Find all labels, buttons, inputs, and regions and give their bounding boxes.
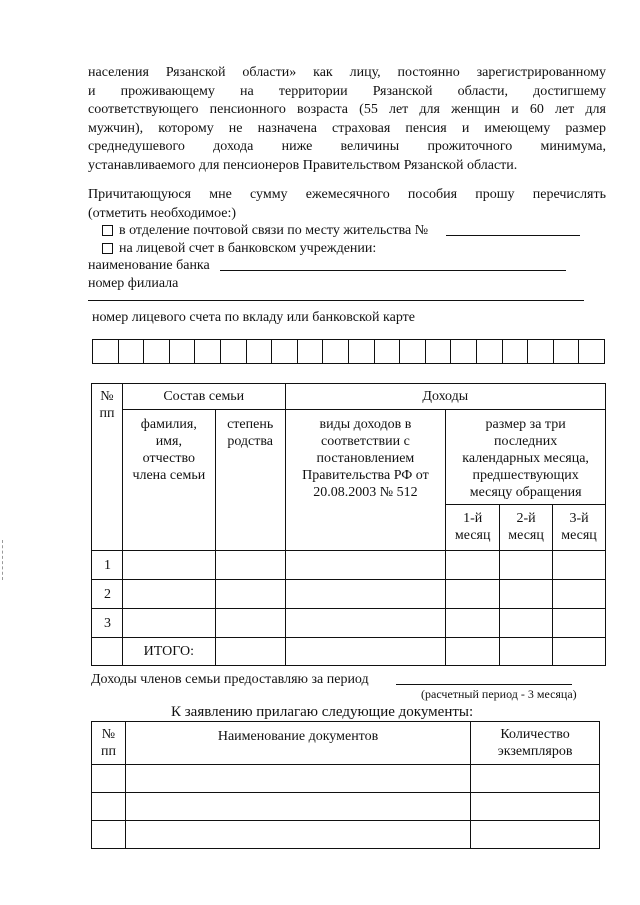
- month-2-header: 2-й месяц: [500, 505, 553, 551]
- intro-line: и проживающему на территории Рязанской области, достигшему: [88, 83, 606, 99]
- input-cell[interactable]: [125, 793, 470, 821]
- account-cell[interactable]: [528, 340, 554, 364]
- docs-table: [91, 721, 600, 849]
- table-row: [92, 821, 600, 849]
- intro-line: соответствующего пенсионного возраста (55 лет для женщин и 60 лет для: [88, 102, 606, 117]
- payment-line: (отметить необходимое:): [88, 205, 237, 221]
- bank-name-field[interactable]: [220, 270, 566, 271]
- payment-line: Причитающуюся мне сумму ежемесячного пособия прошу перечислять: [88, 187, 606, 202]
- account-cell[interactable]: [195, 340, 221, 364]
- account-cell[interactable]: [93, 340, 119, 364]
- month-1-header: 1-й месяц: [446, 505, 500, 551]
- period-field[interactable]: [396, 684, 572, 685]
- payment-request: [88, 186, 606, 223]
- account-cell[interactable]: [297, 340, 323, 364]
- scan-edge-mark: [2, 540, 4, 580]
- amount-col-header: размер за три последних календарных месяца, предшествующих месяцу обращения: [446, 410, 606, 505]
- input-cell[interactable]: [285, 609, 446, 638]
- col-number-header: № пп: [92, 384, 123, 551]
- input-cell[interactable]: [471, 821, 600, 849]
- account-cell[interactable]: [348, 340, 374, 364]
- input-cell[interactable]: [471, 765, 600, 793]
- month-3-header: 3-й месяц: [553, 505, 606, 551]
- input-cell[interactable]: [446, 580, 500, 609]
- input-cell[interactable]: [125, 765, 470, 793]
- input-cell[interactable]: [92, 821, 126, 849]
- account-cell[interactable]: [246, 340, 272, 364]
- branch-field[interactable]: [88, 300, 584, 301]
- table-row: [92, 551, 606, 580]
- period-label: Доходы членов семьи предоставляю за период: [91, 672, 369, 687]
- income-header: Доходы: [285, 384, 605, 410]
- docs-col-count: Количество экземпляров: [471, 722, 600, 765]
- input-cell[interactable]: [92, 765, 126, 793]
- input-cell[interactable]: [285, 551, 446, 580]
- docs-title: К заявлению прилагаю следующие документы:: [171, 704, 474, 720]
- account-cell[interactable]: [323, 340, 349, 364]
- input-cell[interactable]: [553, 580, 606, 609]
- input-cell[interactable]: [122, 580, 215, 609]
- docs-col-number: № пп: [92, 722, 126, 765]
- branch-label: номер филиала: [88, 276, 179, 291]
- input-cell[interactable]: [500, 580, 553, 609]
- intro-line: устанавливаемого для пенсионеров Правительством Рязанской области.: [88, 157, 518, 173]
- input-cell[interactable]: [446, 638, 500, 666]
- period-note: (расчетный период - 3 месяца): [421, 687, 577, 701]
- input-cell[interactable]: [215, 551, 285, 580]
- income-table: [91, 383, 606, 666]
- input-cell[interactable]: [446, 609, 500, 638]
- total-row: [92, 638, 606, 666]
- account-cell[interactable]: [144, 340, 170, 364]
- account-cell[interactable]: [272, 340, 298, 364]
- bank-name-label: наименование банка: [88, 258, 210, 273]
- input-cell[interactable]: [446, 551, 500, 580]
- intro-line: населения Рязанской области» как лицу, постоянно зарегистрированному: [88, 65, 606, 80]
- row-number: 3: [92, 609, 123, 638]
- account-cell[interactable]: [425, 340, 451, 364]
- option-post-label: в отделение почтовой связи по месту жительства №: [119, 223, 429, 238]
- account-cell[interactable]: [169, 340, 195, 364]
- option-post: [102, 222, 428, 239]
- input-cell[interactable]: [215, 609, 285, 638]
- table-row: [92, 765, 600, 793]
- account-cell[interactable]: [400, 340, 426, 364]
- input-cell[interactable]: [500, 609, 553, 638]
- name-col-header: фамилия, имя, отчество члена семьи: [122, 410, 215, 551]
- row-number: 1: [92, 551, 123, 580]
- input-cell[interactable]: [215, 638, 285, 666]
- input-cell[interactable]: [122, 551, 215, 580]
- row-number: 2: [92, 580, 123, 609]
- relation-col-header: степень родства: [215, 410, 285, 551]
- account-cell[interactable]: [476, 340, 502, 364]
- input-cell[interactable]: [125, 821, 470, 849]
- input-cell[interactable]: [553, 609, 606, 638]
- input-cell[interactable]: [122, 609, 215, 638]
- intro-paragraph: [88, 64, 606, 175]
- post-office-number-field[interactable]: [446, 235, 580, 236]
- account-cell[interactable]: [220, 340, 246, 364]
- income-type-col-header: виды доходов в соответствии с постановлением Правительства РФ от 20.08.2003 № 512: [285, 410, 446, 551]
- account-cell[interactable]: [579, 340, 605, 364]
- input-cell[interactable]: [285, 580, 446, 609]
- total-label: ИТОГО:: [122, 638, 215, 666]
- input-cell[interactable]: [500, 638, 553, 666]
- table-row: [92, 580, 606, 609]
- input-cell[interactable]: [471, 793, 600, 821]
- account-cell[interactable]: [451, 340, 477, 364]
- option-bank: [102, 240, 376, 257]
- input-cell[interactable]: [500, 551, 553, 580]
- input-cell[interactable]: [553, 638, 606, 666]
- input-cell[interactable]: [285, 638, 446, 666]
- intro-line: среднедушевого дохода ниже величины прожиточного минимума,: [88, 139, 606, 154]
- account-cell[interactable]: [118, 340, 144, 364]
- account-cell[interactable]: [374, 340, 400, 364]
- docs-col-name: Наименование документов: [125, 722, 470, 765]
- input-cell[interactable]: [553, 551, 606, 580]
- family-header: Состав семьи: [122, 384, 285, 410]
- table-row: [92, 609, 606, 638]
- account-number-cells[interactable]: [92, 339, 605, 364]
- account-cell[interactable]: [502, 340, 528, 364]
- checkbox-bank[interactable]: [102, 243, 113, 254]
- intro-line: мужчин), которому не назначена страховая пенсия и имеющему размер: [88, 120, 606, 136]
- account-label: номер лицевого счета по вкладу или банковской карте: [92, 310, 415, 325]
- table-row: [92, 793, 600, 821]
- option-bank-label: на лицевой счет в банковском учреждении:: [119, 241, 377, 256]
- account-cell[interactable]: [553, 340, 579, 364]
- input-cell[interactable]: [215, 580, 285, 609]
- checkbox-post[interactable]: [102, 225, 113, 236]
- input-cell[interactable]: [92, 793, 126, 821]
